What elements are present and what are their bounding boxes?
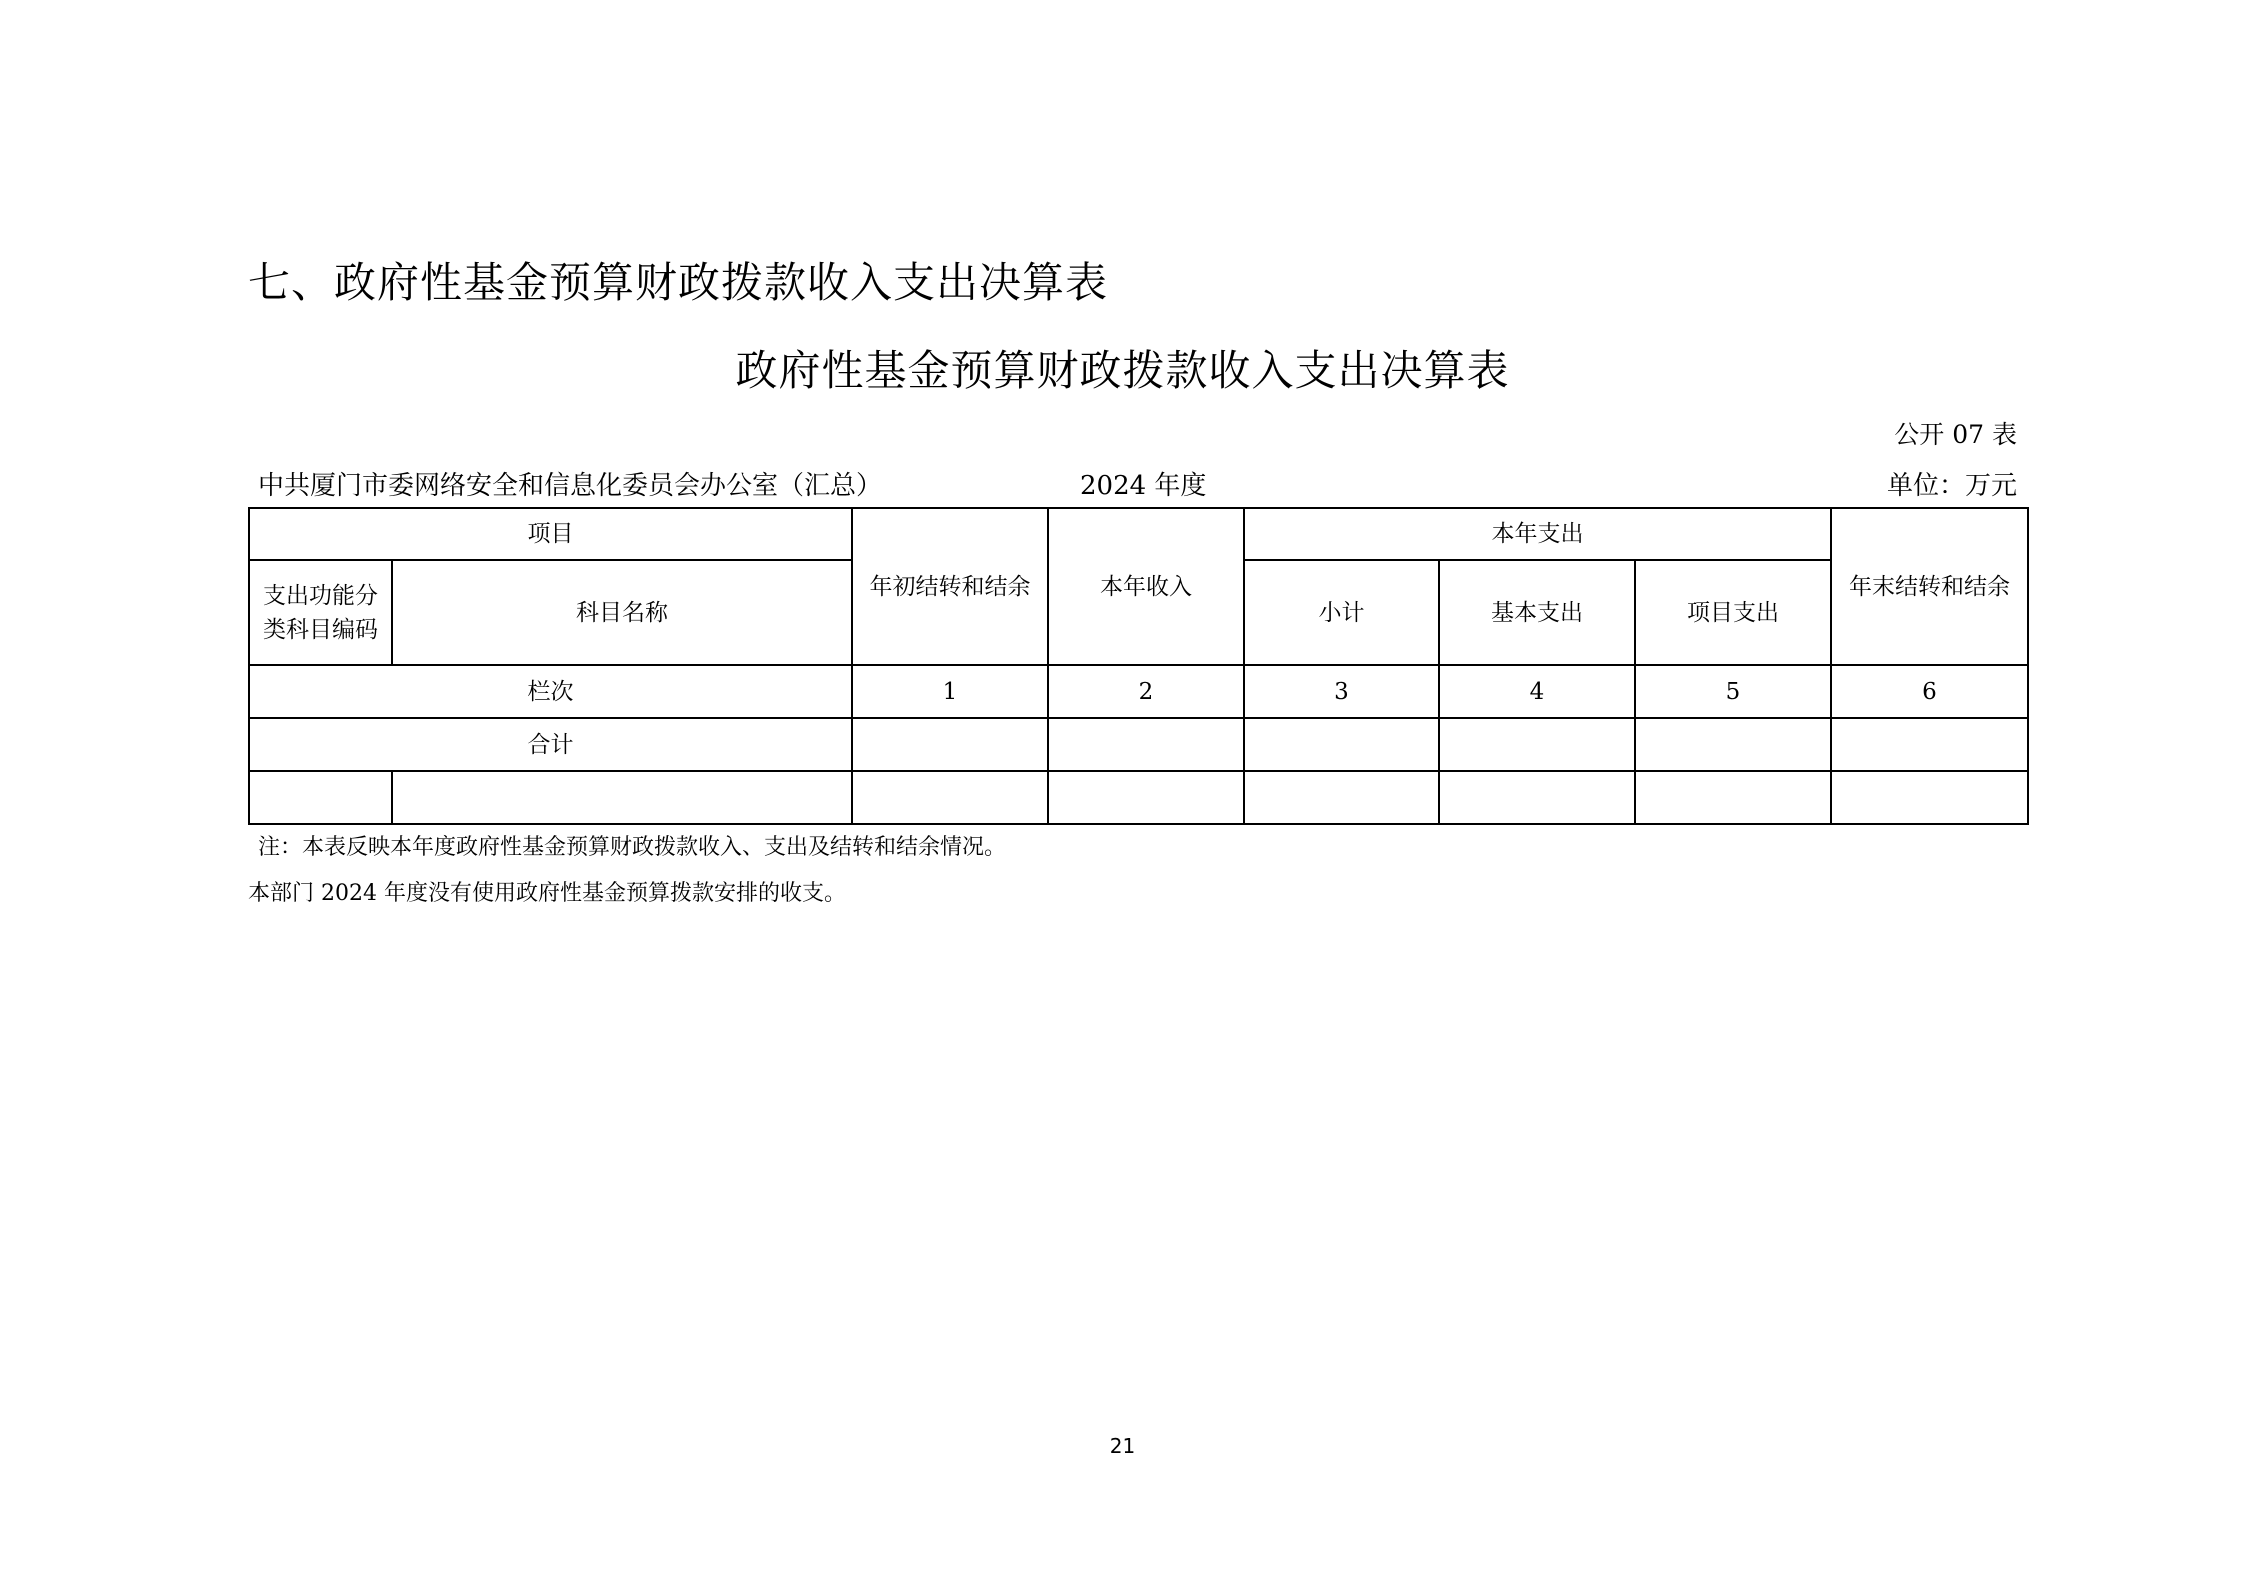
data-value-cell [1831,771,2028,824]
header-project: 项目 [249,508,852,560]
data-row [249,771,2028,824]
total-value-cell [1635,718,1831,771]
column-index-cell: 3 [1244,665,1439,718]
header-closing-balance: 年末结转和结余 [1831,508,2028,665]
total-value-cell [1831,718,2028,771]
section-title: 七、政府性基金预算财政拨款收入支出决算表 [248,258,1109,307]
column-index-cell: 4 [1439,665,1635,718]
header-subtotal: 小计 [1244,560,1439,665]
organization-name: 中共厦门市委网络安全和信息化委员会办公室（汇总） [258,471,883,501]
header-subject-name: 科目名称 [392,560,852,665]
table-code: 公开 07 表 [1894,420,2017,449]
total-value-cell [1439,718,1635,771]
page-number: 21 [1109,1434,1136,1458]
header-annual-expense: 本年支出 [1244,508,1831,560]
fund-budget-table [248,507,2029,825]
currency-unit: 单位：万元 [1886,471,2017,501]
data-value-cell [1635,771,1831,824]
header-annual-income: 本年收入 [1048,508,1244,665]
table-title: 政府性基金预算财政拨款收入支出决算表 [735,346,1510,395]
column-index-cell: 1 [852,665,1048,718]
header-opening-balance: 年初结转和结余 [852,508,1048,665]
header-basic-expense: 基本支出 [1439,560,1635,665]
header-project-expense: 项目支出 [1635,560,1831,665]
data-code-cell [249,771,392,824]
data-value-cell [1244,771,1439,824]
header-row-1 [249,508,2028,560]
total-value-cell [1048,718,1244,771]
column-index-row [249,665,2028,718]
header-function-code [249,560,392,665]
data-value-cell [852,771,1048,824]
no-usage-statement: 本部门 2024 年度没有使用政府性基金预算拨款安排的收支。 [248,881,846,906]
column-index-label: 栏次 [249,665,852,718]
column-index-cell: 2 [1048,665,1244,718]
total-value-cell [852,718,1048,771]
column-index-cell: 5 [1635,665,1831,718]
header-function-code-line2: 类科目编码 [263,616,378,643]
fiscal-year: 2024 年度 [1080,471,1207,501]
data-value-cell [1048,771,1244,824]
total-value-cell [1244,718,1439,771]
data-name-cell [392,771,852,824]
table-note: 注：本表反映本年度政府性基金预算财政拨款收入、支出及结转和结余情况。 [258,835,1007,860]
header-function-code-line1: 支出功能分 [263,582,378,609]
data-value-cell [1439,771,1635,824]
total-row [249,718,2028,771]
column-index-cell: 6 [1831,665,2028,718]
total-label: 合计 [249,718,852,771]
